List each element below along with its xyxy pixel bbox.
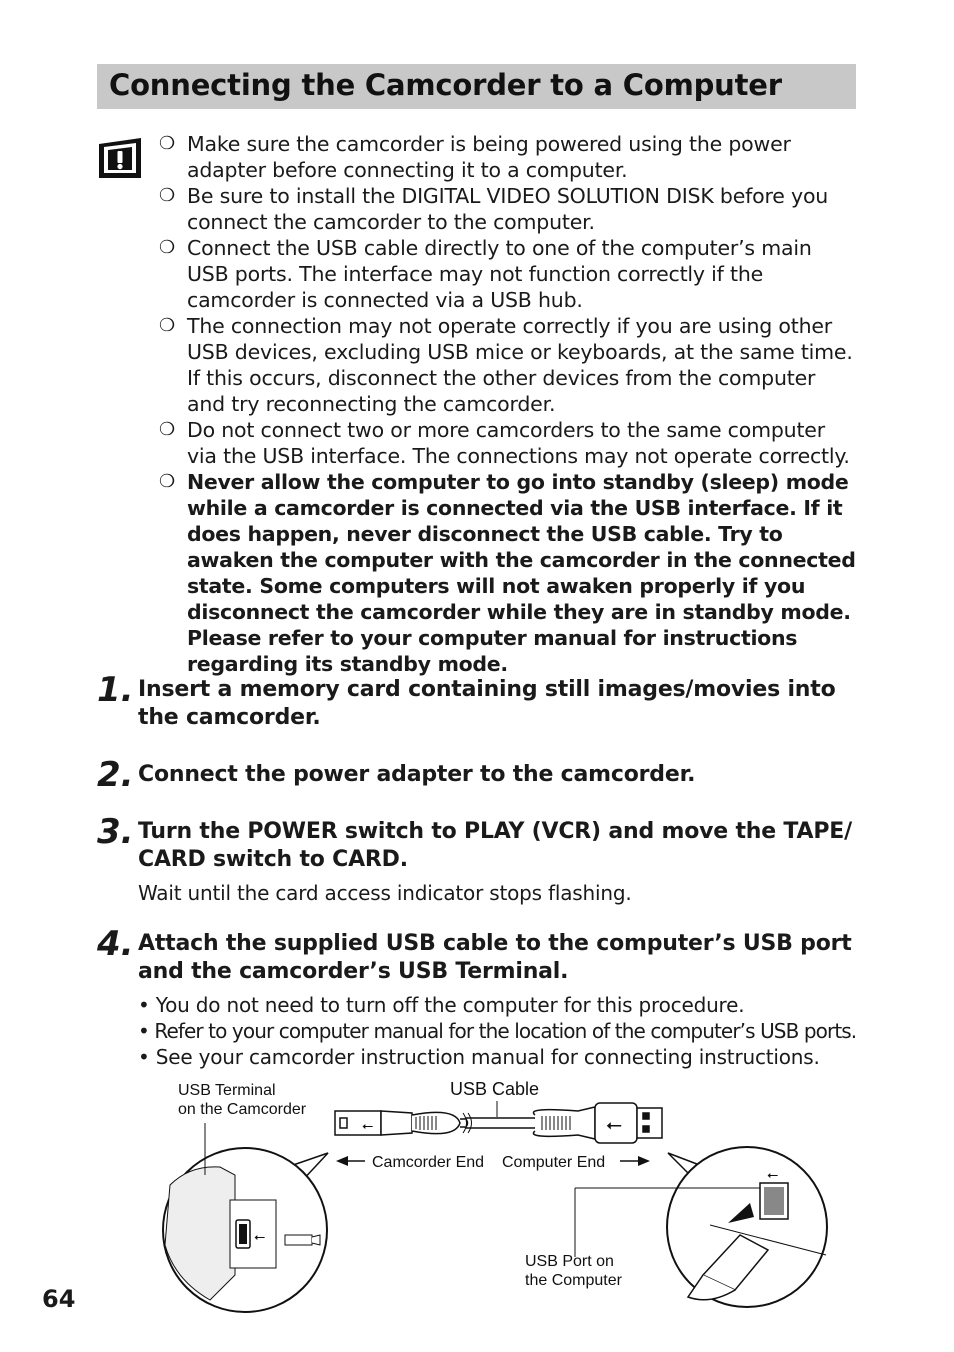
usb-connection-diagram xyxy=(150,1075,850,1315)
step-4-bullet: • Refer to your computer manual for the location of the computer’s USB ports. xyxy=(138,1019,857,1043)
page-title: Connecting the Camcorder to a Computer xyxy=(109,68,782,102)
caution-note xyxy=(159,417,859,469)
step-heading: Connect the power adapter to the camcorder. xyxy=(138,762,696,787)
caution-note xyxy=(159,131,859,183)
note-text: Make sure the camcorder is being powered using the power adapter before connecting it to a computer. xyxy=(187,132,791,182)
caution-note xyxy=(159,313,859,417)
usb-cable-label: USB Cable xyxy=(450,1079,540,1099)
caution-note xyxy=(159,235,859,313)
note-text: Never allow the computer to go into standby (sleep) mode while a camcorder is connected via the USB interface. If it does happen, never disconnect the USB cable. Try to awaken the computer with the camcorder in the connected state. Some computers will not awaken properly if you disconnect the camcorder while they are in standby mode. Please refer to your computer manual for instructions regarding its standby mode. xyxy=(187,470,856,676)
note-text: Do not connect two or more camcorders to the same computer via the USB interface. The connections may not operate correctly. xyxy=(187,418,850,468)
step-heading: Turn the POWER switch to PLAY (VCR) and move the TAPE/ CARD switch to CARD. xyxy=(138,819,852,872)
step-number: 3. xyxy=(97,812,134,852)
usb-symbol-cable-large: ⭠ xyxy=(606,1114,622,1136)
caution-notes xyxy=(159,131,859,677)
camcorder-end-label: Camcorder End xyxy=(372,1154,485,1171)
note-bullet: ❍ xyxy=(159,185,175,206)
step-heading: Insert a memory card containing still images/movies into the camcorder. xyxy=(138,677,836,730)
note-bullet: ❍ xyxy=(159,315,175,336)
note-bullet: ❍ xyxy=(159,237,175,258)
section-title-bar xyxy=(97,64,856,109)
step-number: 4. xyxy=(97,924,134,964)
usb-port-label: USB Port on xyxy=(525,1253,614,1270)
step-heading: Attach the supplied USB cable to the computer’s USB port and the camcorder’s USB Terminal. xyxy=(138,931,852,984)
step-4-bullet: • You do not need to turn off the computer for this procedure. xyxy=(138,993,745,1017)
caution-note-warning xyxy=(159,469,859,677)
step-4-bullet: • See your camcorder instruction manual for connecting instructions. xyxy=(138,1045,820,1069)
note-text: The connection may not operate correctly if you are using other USB devices, excluding USB mice or keyboards, at the same time. If this occurs, disconnect the other devices from the computer and try reconnecting the camcorder. xyxy=(187,314,853,416)
caution-icon xyxy=(97,136,143,180)
usb-terminal-label: on the Camcorder xyxy=(178,1101,307,1118)
camcorder-usb-terminal-closeup xyxy=(163,1123,328,1312)
computer-end-arrow xyxy=(620,1156,650,1166)
usb-terminal-label: USB Terminal xyxy=(178,1082,276,1099)
usb-symbol-camcorder: ⭠ xyxy=(254,1228,266,1244)
page-number: 64 xyxy=(42,1285,76,1313)
step-3-detail: Wait until the card access indicator stops flashing. xyxy=(138,881,632,905)
camcorder-end-arrow xyxy=(336,1156,365,1166)
step-number: 1. xyxy=(97,670,134,710)
usb-symbol-cable-small: ⭠ xyxy=(362,1117,374,1133)
note-text: Be sure to install the DIGITAL VIDEO SOLUTION DISK before you connect the camcorder to the computer. xyxy=(187,184,829,234)
note-bullet: ❍ xyxy=(159,133,175,154)
note-bullet: ❍ xyxy=(159,419,175,440)
step-number: 2. xyxy=(97,755,134,795)
note-bullet: ❍ xyxy=(159,471,175,492)
computer-end-label: Computer End xyxy=(502,1154,606,1171)
usb-symbol-computer: ⭠ xyxy=(767,1166,779,1182)
caution-note xyxy=(159,183,859,235)
note-text: Connect the USB cable directly to one of the computer’s main USB ports. The interface may not function correctly if the camcorder is connected via a USB hub. xyxy=(187,236,812,312)
usb-port-label: the Computer xyxy=(525,1272,622,1289)
